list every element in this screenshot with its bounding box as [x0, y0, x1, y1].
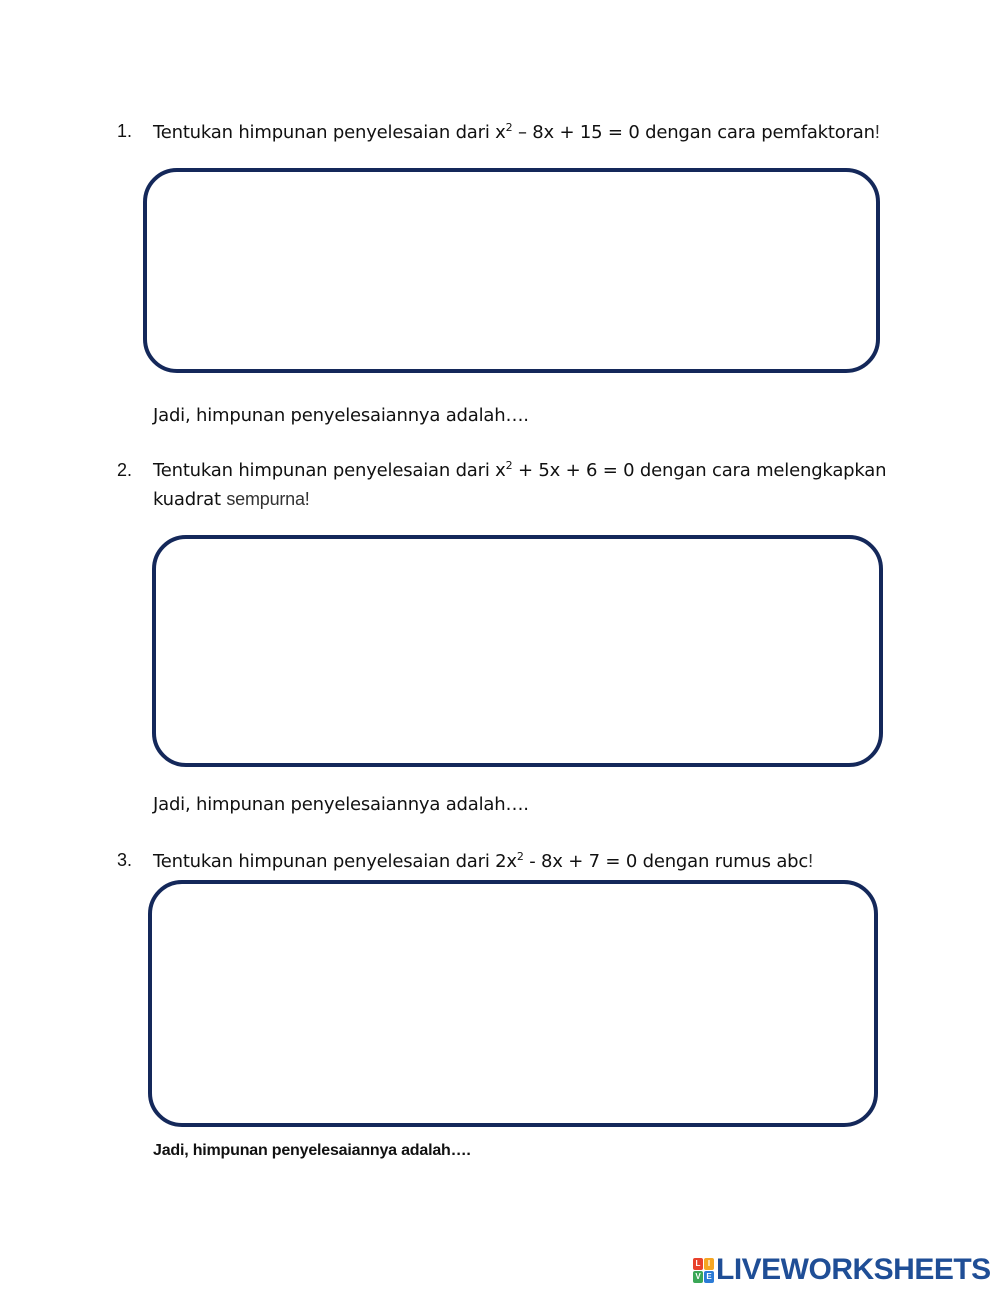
liveworksheets-brand [693, 1253, 991, 1286]
question-3-number: 3. [117, 850, 133, 870]
answer-box-2[interactable] [152, 535, 883, 767]
brand-text: LIVEWORKSHEETS [716, 1253, 991, 1286]
logo-letter: L [693, 1258, 703, 1270]
answer-box-1[interactable] [143, 168, 880, 373]
question-2-number: 2. [117, 460, 133, 480]
logo-letter: V [693, 1271, 703, 1283]
answer-box-3[interactable] [148, 880, 878, 1127]
exponent: 2 [505, 459, 513, 472]
logo-letter: I [704, 1258, 714, 1270]
question-1-text: Tentukan himpunan penyelesaian dari $x^2 - 8x + 15 = 0$ dengan cara pemfaktoran! [153, 121, 880, 143]
logo-letter: E [704, 1271, 714, 1283]
conclusion-1: Jadi, himpunan penyelesaiannya adalah…. [153, 405, 529, 426]
question-3-text: Tentukan himpunan penyelesaian dari $2x^2 - 8x + 7 = 0$ dengan rumus abc! [153, 850, 813, 872]
question-2-text: Tentukan himpunan penyelesaian dari $x^2 + 5x + 6 = 0$ dengan cara melengkapkan kuadrat sempurna! [153, 459, 887, 510]
question-1-number: 1. [117, 121, 133, 141]
exponent: 2 [505, 121, 513, 134]
exponent: 2 [516, 850, 524, 863]
liveworksheets-logo-icon [693, 1258, 714, 1283]
conclusion-2: Jadi, himpunan penyelesaiannya adalah…. [153, 794, 529, 815]
conclusion-3: Jadi, himpunan penyelesaiannya adalah…. [153, 1142, 471, 1159]
